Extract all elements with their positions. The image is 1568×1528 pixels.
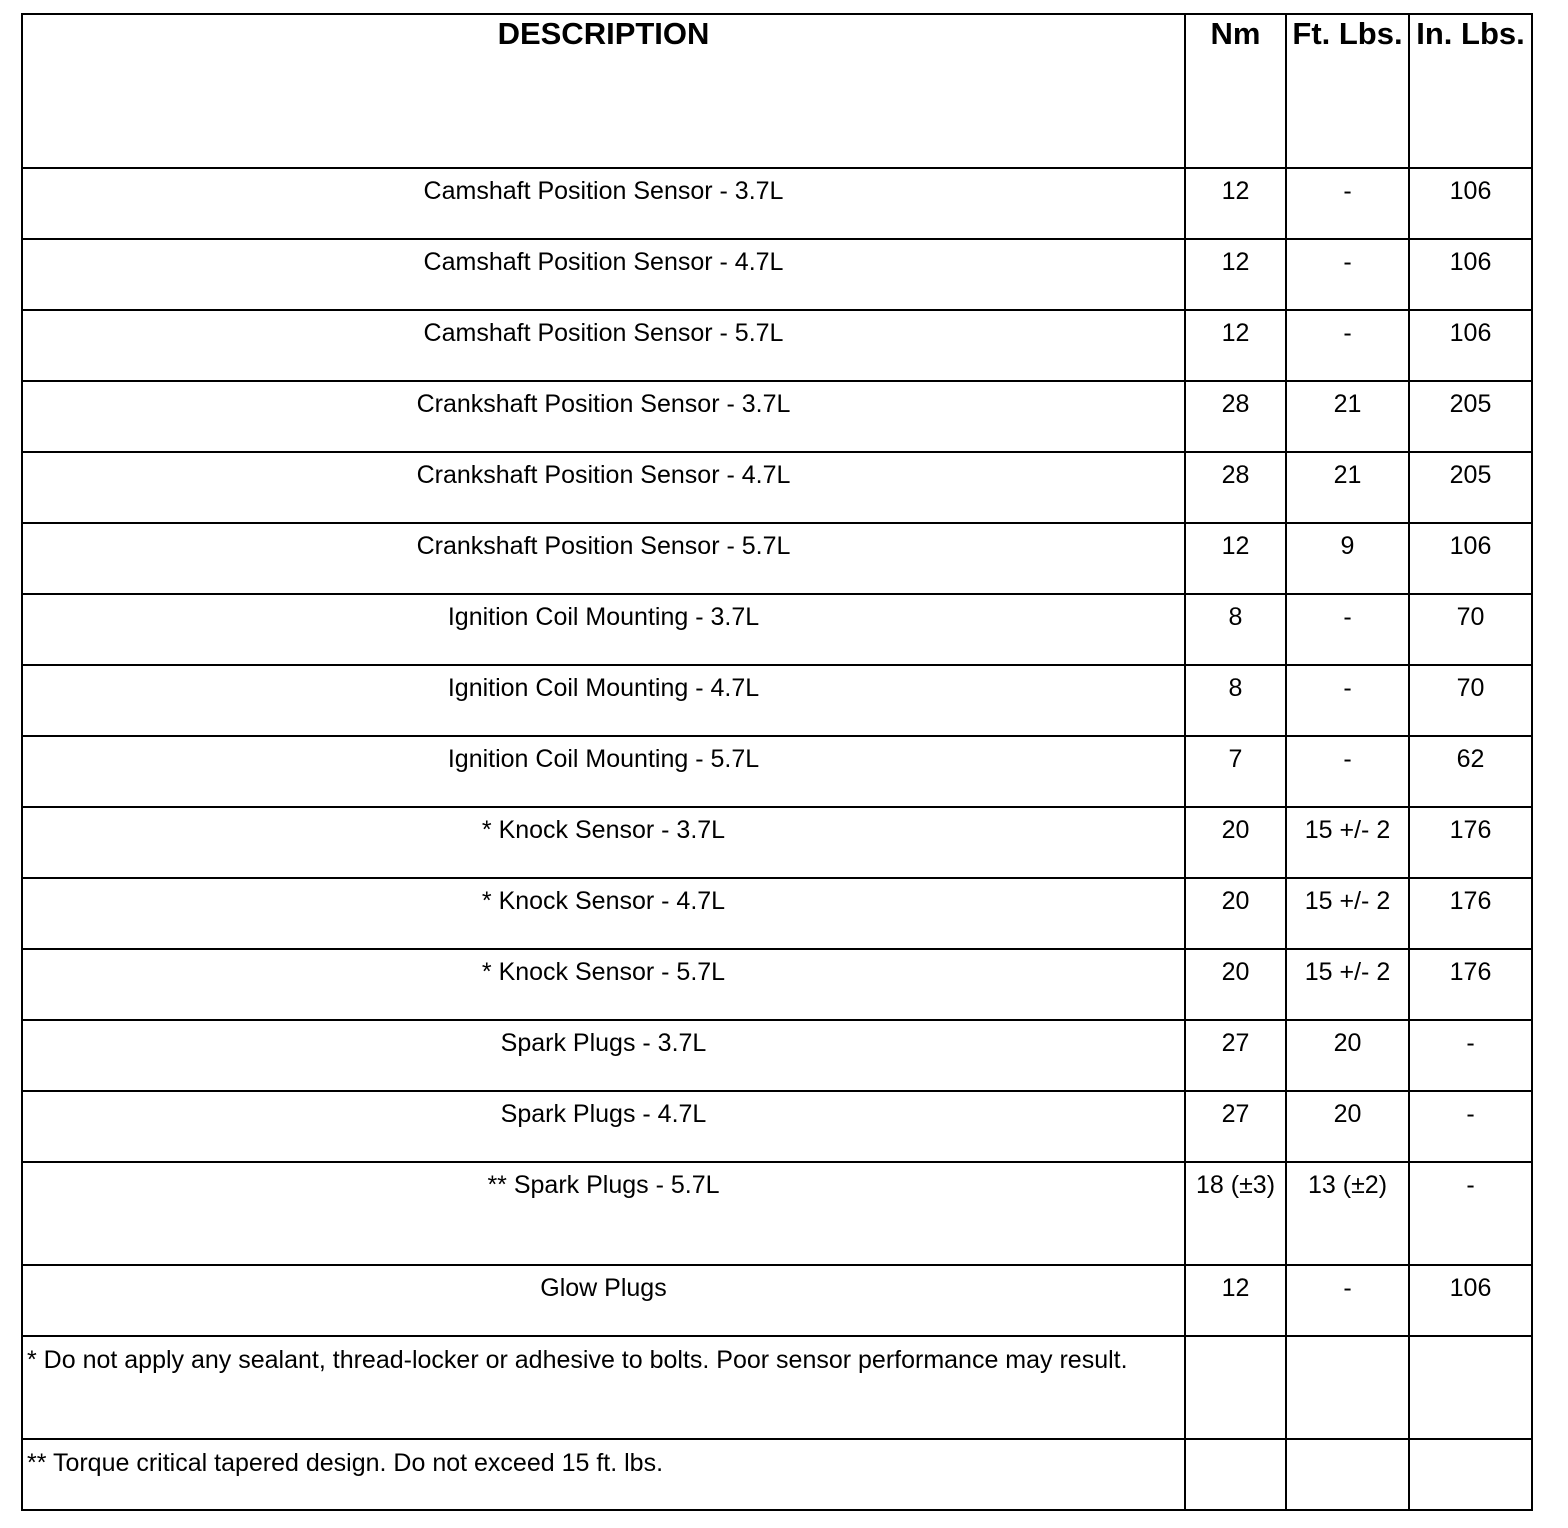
header-row	[22, 14, 1532, 168]
nm-cell: 20	[1185, 949, 1286, 1020]
ft-lbs-header: Ft. Lbs.	[1286, 14, 1409, 168]
nm-cell: 12	[1185, 523, 1286, 594]
ft-lbs-cell: -	[1286, 168, 1409, 239]
in-lbs-cell: 176	[1409, 807, 1532, 878]
table-row	[22, 381, 1532, 452]
empty-cell	[1185, 1336, 1286, 1439]
in-lbs-header: In. Lbs.	[1409, 14, 1532, 168]
in-lbs-cell: 70	[1409, 665, 1532, 736]
nm-cell: 28	[1185, 452, 1286, 523]
footnote-row	[22, 1439, 1532, 1510]
table-row	[22, 168, 1532, 239]
empty-cell	[1409, 1439, 1532, 1510]
table-row	[22, 1091, 1532, 1162]
empty-cell	[1185, 1439, 1286, 1510]
table-row	[22, 523, 1532, 594]
footnote-sealant: * Do not apply any sealant, thread-locker or adhesive to bolts. Poor sensor performance may result.	[22, 1336, 1185, 1439]
nm-cell: 12	[1185, 310, 1286, 381]
ft-lbs-cell: 21	[1286, 381, 1409, 452]
ft-lbs-cell: 15 +/- 2	[1286, 878, 1409, 949]
nm-cell: 20	[1185, 807, 1286, 878]
description-cell: Camshaft Position Sensor - 4.7L	[22, 239, 1185, 310]
ft-lbs-cell: -	[1286, 594, 1409, 665]
nm-cell: 8	[1185, 665, 1286, 736]
nm-cell: 18 (±3)	[1185, 1162, 1286, 1265]
empty-cell	[1286, 1439, 1409, 1510]
in-lbs-cell: 106	[1409, 310, 1532, 381]
ft-lbs-cell: -	[1286, 665, 1409, 736]
table-row	[22, 949, 1532, 1020]
nm-cell: 27	[1185, 1020, 1286, 1091]
table-row	[22, 1020, 1532, 1091]
nm-cell: 12	[1185, 168, 1286, 239]
in-lbs-cell: -	[1409, 1162, 1532, 1265]
description-cell: Spark Plugs - 3.7L	[22, 1020, 1185, 1091]
in-lbs-cell: 205	[1409, 452, 1532, 523]
ft-lbs-cell: 20	[1286, 1020, 1409, 1091]
description-cell: * Knock Sensor - 5.7L	[22, 949, 1185, 1020]
nm-cell: 27	[1185, 1091, 1286, 1162]
description-cell: Glow Plugs	[22, 1265, 1185, 1336]
description-cell: * Knock Sensor - 3.7L	[22, 807, 1185, 878]
table-row	[22, 594, 1532, 665]
table-row	[22, 665, 1532, 736]
in-lbs-cell: 70	[1409, 594, 1532, 665]
description-cell: Ignition Coil Mounting - 4.7L	[22, 665, 1185, 736]
nm-cell: 12	[1185, 1265, 1286, 1336]
table-row	[22, 452, 1532, 523]
table-row	[22, 736, 1532, 807]
ft-lbs-cell: -	[1286, 736, 1409, 807]
table-row	[22, 239, 1532, 310]
footnote-torque-critical: ** Torque critical tapered design. Do not exceed 15 ft. lbs.	[22, 1439, 1185, 1510]
description-cell: Crankshaft Position Sensor - 3.7L	[22, 381, 1185, 452]
table-row	[22, 1265, 1532, 1336]
in-lbs-cell: 62	[1409, 736, 1532, 807]
ft-lbs-cell: 15 +/- 2	[1286, 949, 1409, 1020]
in-lbs-cell: 106	[1409, 523, 1532, 594]
table-row	[22, 310, 1532, 381]
in-lbs-cell: -	[1409, 1091, 1532, 1162]
nm-cell: 28	[1185, 381, 1286, 452]
description-cell: Spark Plugs - 4.7L	[22, 1091, 1185, 1162]
torque-spec-table	[21, 13, 1533, 1511]
in-lbs-cell: 106	[1409, 239, 1532, 310]
table-row	[22, 1162, 1532, 1265]
in-lbs-cell: 106	[1409, 1265, 1532, 1336]
ft-lbs-cell: -	[1286, 310, 1409, 381]
ft-lbs-cell: 15 +/- 2	[1286, 807, 1409, 878]
description-cell: Crankshaft Position Sensor - 4.7L	[22, 452, 1185, 523]
empty-cell	[1409, 1336, 1532, 1439]
description-cell: Crankshaft Position Sensor - 5.7L	[22, 523, 1185, 594]
in-lbs-cell: -	[1409, 1020, 1532, 1091]
nm-cell: 8	[1185, 594, 1286, 665]
table-row	[22, 878, 1532, 949]
ft-lbs-cell: 20	[1286, 1091, 1409, 1162]
description-cell: * Knock Sensor - 4.7L	[22, 878, 1185, 949]
description-cell: ** Spark Plugs - 5.7L	[22, 1162, 1185, 1265]
footnote-row	[22, 1336, 1532, 1439]
ft-lbs-cell: 9	[1286, 523, 1409, 594]
description-cell: Camshaft Position Sensor - 5.7L	[22, 310, 1185, 381]
description-header: DESCRIPTION	[22, 14, 1185, 168]
description-cell: Camshaft Position Sensor - 3.7L	[22, 168, 1185, 239]
nm-header: Nm	[1185, 14, 1286, 168]
description-cell: Ignition Coil Mounting - 5.7L	[22, 736, 1185, 807]
ft-lbs-cell: 21	[1286, 452, 1409, 523]
table-row	[22, 807, 1532, 878]
ft-lbs-cell: 13 (±2)	[1286, 1162, 1409, 1265]
nm-cell: 7	[1185, 736, 1286, 807]
in-lbs-cell: 205	[1409, 381, 1532, 452]
in-lbs-cell: 106	[1409, 168, 1532, 239]
ft-lbs-cell: -	[1286, 1265, 1409, 1336]
nm-cell: 20	[1185, 878, 1286, 949]
nm-cell: 12	[1185, 239, 1286, 310]
ft-lbs-cell: -	[1286, 239, 1409, 310]
in-lbs-cell: 176	[1409, 949, 1532, 1020]
empty-cell	[1286, 1336, 1409, 1439]
description-cell: Ignition Coil Mounting - 3.7L	[22, 594, 1185, 665]
in-lbs-cell: 176	[1409, 878, 1532, 949]
